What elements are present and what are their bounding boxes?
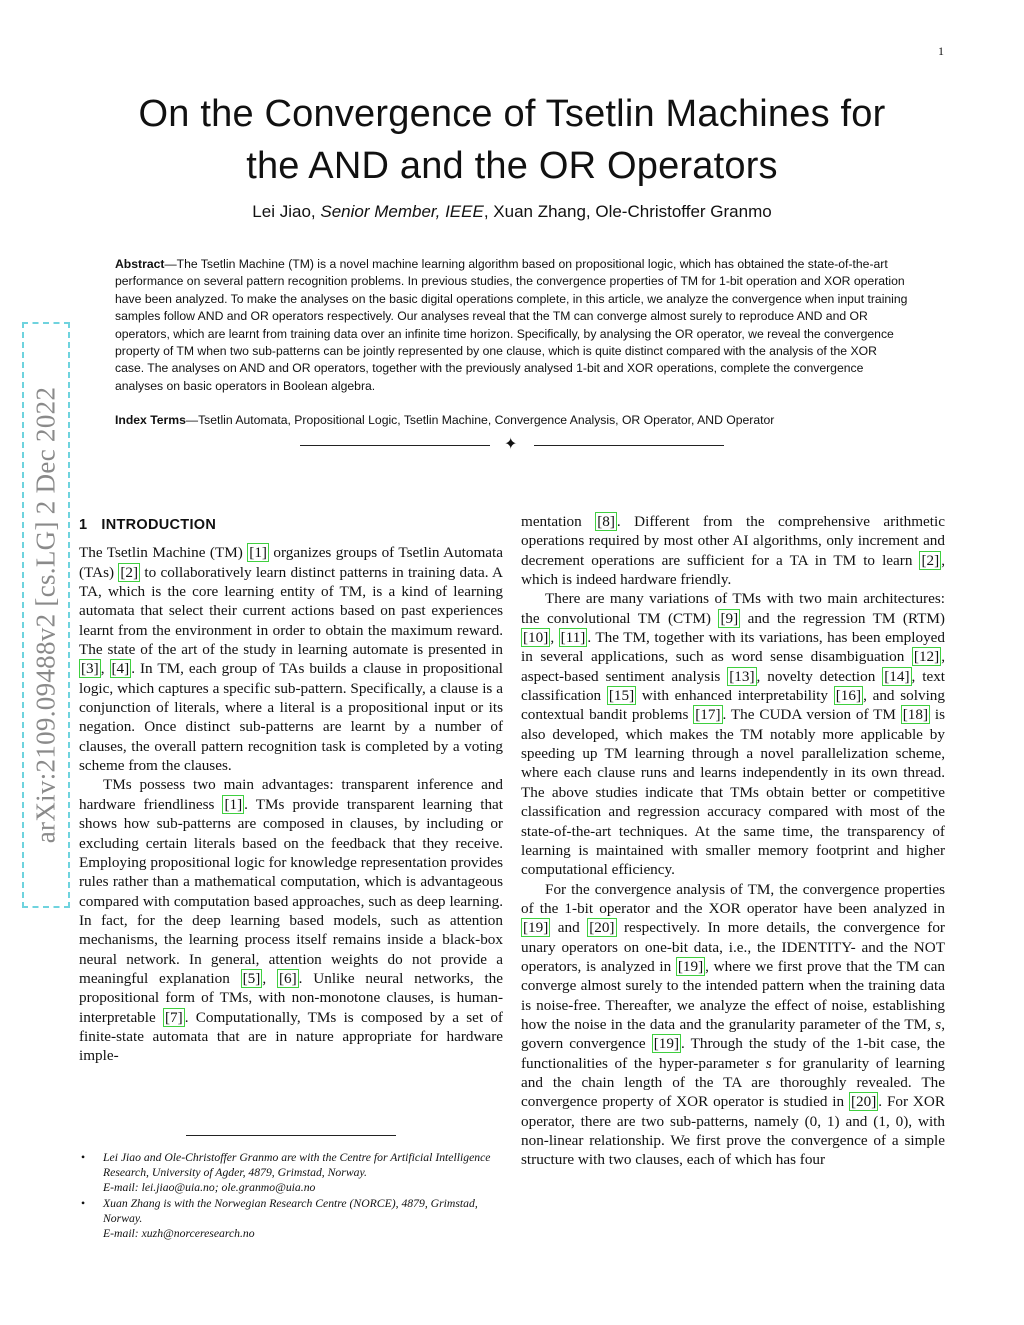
- citation-link[interactable]: [18]: [902, 706, 929, 724]
- footnote-email: E-mail: lei.jiao@uia.no; ole.granmo@uia.no: [103, 1181, 316, 1194]
- text-span: The Tsetlin Machine (TM): [79, 544, 248, 562]
- citation-link[interactable]: [7]: [165, 1008, 183, 1026]
- paragraph-4: [521, 589, 945, 879]
- text-span: For the convergence analysis of TM, the convergence properties of the 1-bit operator and the XOR operator have been analyzed in: [521, 880, 945, 917]
- footnote-divider: [186, 1135, 396, 1136]
- separator-diamond-icon: ✦: [504, 436, 518, 453]
- math-symbol-s: s: [935, 1015, 942, 1033]
- text-span: , govern convergence: [521, 1015, 945, 1053]
- text-span: , aspect-based sentiment analysis: [521, 648, 945, 685]
- citation-link[interactable]: [11]: [560, 629, 586, 647]
- footnote-item: [79, 1196, 503, 1241]
- text-span: . Different from the comprehensive arithmetic operations required by most other AI algorithms, only increment and decrement operations are sufficient for a TA in TM to learn: [521, 513, 945, 569]
- arxiv-identifier-stamp: [22, 322, 70, 908]
- text-span: is also developed, which makes the TM notably more applicable by speeding up TM learning through a novel parallelization scheme, where each clause runs and learns independently in its own thread. The above studies indicate that TMs obtain better or competitive classification and regression accuracy compared with most of the state-of-the-art techniques. At the same time, the transparency of learning is maintained with smaller memory footprint and higher computational efficiency.: [521, 706, 945, 879]
- citation-link[interactable]: [4]: [111, 660, 130, 678]
- citation-link[interactable]: [19]: [653, 1035, 680, 1053]
- footnote-affiliation: Lei Jiao and Ole-Christoffer Granmo are with the Centre for Artificial Intelligence Research, University of Agder, 4879, Grimstad, Norway.: [103, 1151, 491, 1179]
- footnote-affiliation: Xuan Zhang is with the Norwegian Research Centre (NORCE), 4879, Grimstad, Norway.: [103, 1197, 478, 1225]
- text-span: There are many variations of TMs with two main architectures: the convolutional TM (CTM): [521, 590, 945, 627]
- text-span: . For XOR operator, there are two sub-patterns, namely (0, 1) and (1, 0), with non-linear relationship. We first prove the convergence of a simple structure with two clauses, each of which has four: [521, 1093, 945, 1169]
- citation-link[interactable]: [12]: [913, 648, 940, 666]
- text-span: . In TM, each group of TAs builds a clause in propositional logic, which captures a specific sub-pattern. Specifically, a clause is a conjunction of literals, where a literal is a propositional input or its negation. Once distinct sub-patterns are learnt by a number of clauses, the overall pattern recognition task is completed by a voting scheme from the clauses.: [79, 660, 504, 775]
- text-span: respectively. In more details, the convergence for unary operators on one-bit data, i.e., the IDENTITY- and the NOT operators, is analyzed in: [521, 919, 945, 975]
- arxiv-identifier: arXiv:2109.09488v2 [cs.LG] 2 Dec 2022: [30, 386, 61, 844]
- text-span: and: [550, 919, 588, 937]
- abstract: [115, 256, 909, 395]
- citation-link[interactable]: [6]: [278, 969, 297, 987]
- abstract-text: —The Tsetlin Machine (TM) is a novel machine learning algorithm based on propositional logic, which has obtained the state-of-the-art performance on several pattern recognition problems. In previous studies, the convergence properties of TM for 1-bit operation and XOR operation have been analyzed. To make the analyses on the basic digital operations complete, in this article, we analyze the convergence when input training samples follow AND and OR operators respectively. Our analyses reveal that the TM can converge almost surely to reproduce AND and OR operators, which are learnt from training data over an infinite time horizon. Specifically, by analysing the OR operator, we reveal the convergence property of TM when two sub-patterns can be jointly represented by one clause, which is quite distinct compared with the analysis of the XOR case. The analyses on AND and OR operators, together with the previously analysed 1-bit and XOR operations, complete the convergence analyses on basic operators in Boolean algebra.: [115, 257, 908, 393]
- section-heading: [79, 516, 503, 535]
- citation-link[interactable]: [19]: [523, 919, 549, 937]
- index-terms-label: Index Terms: [115, 413, 186, 427]
- citation-link[interactable]: [14]: [884, 667, 910, 685]
- text-span: organizes groups of Tsetlin Automata (TAs): [79, 544, 503, 581]
- left-column: [79, 512, 503, 1066]
- citation-link[interactable]: [15]: [608, 687, 635, 705]
- text-span: . TMs provide transparent learning that shows how sub-patterns are composed in clauses, by including or excluding certain literals based on the feedback that they receive. Employing propositional logic for knowledge representation provides rules rather than a mathematical computation, which is advantageous compared with computation based approaches, such as deep learning. In fact, for the deep learning based models, such as attention mechanisms, the learning process itself remains inside a black-box neural network. In general, attention weights do not provide a meaningful explanation: [79, 795, 504, 987]
- index-terms: [115, 412, 909, 429]
- paragraph-1: [79, 543, 503, 775]
- text-span: , text classification: [521, 667, 946, 705]
- citation-link[interactable]: [8]: [597, 513, 615, 530]
- text-span: mentation: [521, 513, 596, 530]
- citation-link[interactable]: [10]: [523, 629, 549, 647]
- text-span: with enhanced interpretability: [636, 687, 834, 705]
- text-span: for granularity of learning and the chain length of the TA are thoroughly revealed. The convergence property of XOR operator is studied in: [521, 1054, 945, 1111]
- author-1-membership: Senior Member, IEEE: [320, 202, 484, 221]
- citation-link[interactable]: [19]: [677, 957, 704, 975]
- text-span: to collaboratively learn distinct patterns in training data. A TA, which is the core learning entity of TM, is a kind of learning automata that select their current actions based on past experiences learnt from the environment in order to obtain the maximum reward. The state of the art of the study in learning automate is presented in: [79, 563, 503, 659]
- citation-link[interactable]: [2]: [120, 563, 139, 581]
- citation-link[interactable]: [20]: [850, 1093, 877, 1111]
- text-span: , which is indeed hardware friendly.: [521, 551, 945, 589]
- section-separator: [300, 436, 724, 456]
- paragraph-2: [79, 775, 503, 1065]
- text-span: . The CUDA version of TM: [722, 706, 901, 724]
- citation-link[interactable]: [3]: [81, 660, 99, 678]
- text-span: ,: [100, 660, 110, 678]
- citation-link[interactable]: [2]: [921, 551, 940, 569]
- page-number: 1: [938, 44, 944, 58]
- right-column: [521, 512, 945, 1170]
- citation-link[interactable]: [1]: [224, 795, 243, 813]
- citation-link[interactable]: [17]: [695, 706, 721, 724]
- text-span: ,: [262, 969, 277, 987]
- abstract-label: Abstract: [115, 257, 165, 271]
- separator-line-right: [534, 445, 724, 446]
- text-span: ,: [550, 629, 559, 647]
- text-span: . Unlike neural networks, the propositional form of TMs, with non-monotone clauses, is human-interpretable: [79, 969, 503, 1026]
- bullet-icon: •: [81, 1197, 86, 1210]
- citation-link[interactable]: [16]: [835, 687, 862, 705]
- section-title: INTRODUCTION: [101, 517, 217, 533]
- citation-link[interactable]: [20]: [589, 919, 615, 937]
- footnote-item: [79, 1150, 503, 1195]
- text-span: . Computationally, TMs is composed by a set of finite-state automata that are in nature appropriate for hardware imple-: [79, 1008, 503, 1065]
- text-span: , novelty detection: [756, 667, 883, 685]
- footnote-email: E-mail: xuzh@norceresearch.no: [103, 1227, 255, 1240]
- bullet-icon: •: [81, 1151, 86, 1164]
- footnotes: [79, 1150, 503, 1242]
- paper-title: [100, 88, 924, 192]
- title-line-1: On the Convergence of Tsetlin Machines for: [138, 93, 886, 135]
- text-span: , where we first prove that the TM can converge almost surely to the intended pattern when the training data is noise-free. Thereafter, we analyze the effect of noise, establishing how the noise in the data and the granularity parameter of the TM,: [521, 957, 946, 1033]
- paragraph-5: [521, 880, 945, 1170]
- citation-link[interactable]: [13]: [729, 667, 755, 685]
- index-terms-text: —Tsetlin Automata, Propositional Logic, Tsetlin Machine, Convergence Analysis, OR Operator, AND Operator: [185, 413, 775, 427]
- text-span: , and solving contextual bandit problems: [521, 687, 945, 724]
- section-number: 1: [79, 517, 88, 533]
- paragraph-3: [521, 512, 945, 589]
- text-span: . Through the study of the 1-bit case, the functionalities of the hyper-parameter: [521, 1035, 945, 1072]
- citation-link[interactable]: [1]: [249, 544, 267, 562]
- text-span: and the regression TM (RTM): [740, 609, 945, 627]
- math-symbol-s: s: [765, 1054, 772, 1072]
- citation-link[interactable]: [5]: [242, 969, 261, 987]
- other-authors: , Xuan Zhang, Ole-Christoffer Granmo: [483, 202, 772, 221]
- author-1: Lei Jiao,: [252, 202, 316, 221]
- citation-link[interactable]: [9]: [720, 609, 739, 627]
- separator-line-left: [300, 445, 490, 446]
- text-span: . The TM, together with its variations, has been employed in several applications, such as word sense disambiguation: [521, 629, 945, 666]
- author-list: [100, 202, 924, 222]
- title-line-2: the AND and the OR Operators: [246, 145, 778, 187]
- text-span: TMs possess two main advantages: transparent inference and hardware friendliness: [79, 776, 503, 813]
